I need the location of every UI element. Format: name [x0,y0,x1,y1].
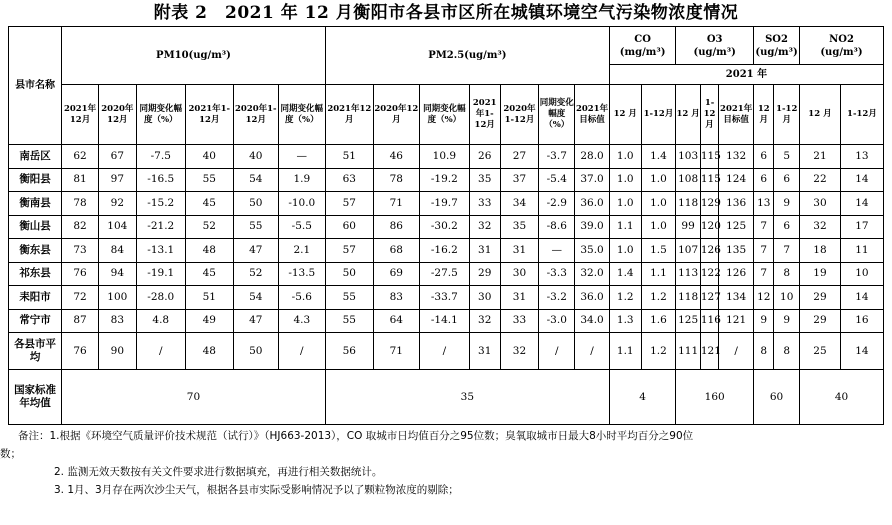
table-cell: 1.1 [609,333,641,370]
table-cell: 22 [800,168,841,192]
table-cell: 46 [373,145,419,169]
table-cell: -2.9 [539,192,575,216]
table-cell: 67 [98,145,136,169]
table-cell: 94 [98,262,136,286]
table-cell: 47 [233,309,278,333]
table-cell: 126 [719,262,754,286]
so2-sub: 12月 [754,85,774,145]
table-cell: 55 [233,215,278,239]
table-cell: 50 [233,333,278,370]
table-cell: 35 [500,215,539,239]
table-cell: 97 [98,168,136,192]
table-cell: 90 [98,333,136,370]
table-cell: 30 [469,286,500,310]
table-cell: 56 [325,333,373,370]
table-cell: 7 [774,239,800,263]
table-cell: 21 [800,145,841,169]
table-cell: 7 [754,262,774,286]
table-cell: 129 [700,192,718,216]
table-cell: 116 [700,309,718,333]
table-cell: 55 [325,286,373,310]
table-cell: 29 [469,262,500,286]
table-cell: 35.0 [575,239,610,263]
table-cell: 40 [233,145,278,169]
row-county-name: 南岳区 [9,145,62,169]
so2-label: SO2 [765,33,788,45]
table-cell: 29 [800,286,841,310]
table-row [9,309,884,333]
o3-sub: 2021年目标值 [719,85,754,145]
table-cell: — [539,239,575,263]
pm10-sub: 同期变化幅度（%） [136,85,185,145]
table-cell: 87 [62,309,99,333]
table-cell: -3.7 [539,145,575,169]
pm10-sub: 2020年1-12月 [233,85,278,145]
table-cell: 8 [774,262,800,286]
table-cell: 1.0 [609,145,641,169]
table-cell: -16.5 [136,168,185,192]
table-cell: 31 [500,286,539,310]
table-cell: 1.2 [641,286,676,310]
table-cell: — [278,145,325,169]
table-cell: 135 [719,239,754,263]
table-cell: / [575,333,610,370]
note-line: 3. 1月、3月存在两次沙尘天气，根据各县市实际受影响情况予以了颗粒物浓度的剔除； [54,484,459,496]
table-cell: 32 [500,333,539,370]
table-cell: 2.1 [278,239,325,263]
table-cell: 6 [774,215,800,239]
table-cell: 107 [676,239,701,263]
table-cell: 6 [754,145,774,169]
table-cell: -27.5 [419,262,469,286]
table-cell: 81 [62,168,99,192]
table-row [9,286,884,310]
table-cell: 54 [233,286,278,310]
table-cell: 103 [676,145,701,169]
table-cell: 64 [373,309,419,333]
row-county-name: 耒阳市 [9,286,62,310]
table-row-standard [9,370,884,425]
o3-sub: 1-12月 [700,85,718,145]
table-cell: 78 [62,192,99,216]
table-cell: 14 [840,286,883,310]
header-county: 县市名称 [9,27,62,145]
table-cell: 47 [233,239,278,263]
table-cell: 37.0 [575,168,610,192]
table-cell: / [419,333,469,370]
table-cell: / [539,333,575,370]
o3-unit: (ug/m³) [693,46,736,58]
table-cell: -33.7 [419,286,469,310]
table-cell: 11 [840,239,883,263]
table-cell: 84 [98,239,136,263]
table-cell: -14.1 [419,309,469,333]
table-cell: 16 [840,309,883,333]
table-cell: 113 [676,262,701,286]
table-cell: 52 [233,262,278,286]
table-cell: 1.4 [641,145,676,169]
row-county-name: 衡山县 [9,215,62,239]
table-cell: 6 [774,168,800,192]
row-county-name: 祁东县 [9,262,62,286]
table-cell: / [136,333,185,370]
table-cell: 13 [754,192,774,216]
table-cell: 40 [185,145,233,169]
pm10-sub: 2021年12月 [62,85,99,145]
table-cell: 60 [325,215,373,239]
table-cell: 52 [185,215,233,239]
row-county-name: 衡东县 [9,239,62,263]
table-cell: -16.2 [419,239,469,263]
table-cell: 32.0 [575,262,610,286]
table-cell: -5.5 [278,215,325,239]
table-cell: 1.0 [641,215,676,239]
no2-sub: 1-12月 [840,85,883,145]
table-cell: 9 [774,309,800,333]
table-cell: 1.0 [609,168,641,192]
note-line: 备注：1.根据《环境空气质量评价技术规范（试行）》（HJ663-2013），CO 取城市日均值百分之95位数；臭氧取城市日最大8小时平均百分之90位 [18,430,694,442]
table-cell: 72 [62,286,99,310]
table-cell: -8.6 [539,215,575,239]
table-cell: 78 [373,168,419,192]
table-cell: 10 [774,286,800,310]
table-cell: 104 [98,215,136,239]
table-cell: 51 [325,145,373,169]
table-cell: -5.4 [539,168,575,192]
table-cell: 100 [98,286,136,310]
table-cell: 118 [676,286,701,310]
pm10-sub: 2020年12月 [98,85,136,145]
table-cell: 124 [719,168,754,192]
std-co: 4 [609,370,675,425]
table-cell: -3.3 [539,262,575,286]
std-o3: 160 [676,370,754,425]
table-cell: -15.2 [136,192,185,216]
table-cell: 34 [500,192,539,216]
row-county-name: 衡阳县 [9,168,62,192]
table-cell: 1.4 [609,262,641,286]
table-cell: 1.5 [641,239,676,263]
table-cell: 57 [325,192,373,216]
table-cell: -3.0 [539,309,575,333]
table-cell: 13 [840,145,883,169]
co-sub: 12 月 [609,85,641,145]
table-cell: 71 [373,192,419,216]
table-cell: 134 [719,286,754,310]
table-cell: 118 [676,192,701,216]
row-county-name: 常宁市 [9,309,62,333]
table-cell: 1.2 [641,333,676,370]
table-cell: 7 [754,239,774,263]
table-cell: 8 [774,333,800,370]
table-cell: 31 [500,239,539,263]
table-cell: 1.2 [609,286,641,310]
std-name: 国家标准年均值 [9,370,62,425]
table-cell: -3.2 [539,286,575,310]
header-year-2021: 2021 年 [609,65,883,85]
table-cell: 127 [700,286,718,310]
row-county-name: 各县市平均 [9,333,62,370]
table-cell: 71 [373,333,419,370]
table-cell: 14 [840,192,883,216]
table-row [9,262,884,286]
table-row [9,239,884,263]
table-cell: 76 [62,262,99,286]
table-cell: 121 [700,333,718,370]
table-cell: 26 [469,145,500,169]
table-cell: 92 [98,192,136,216]
pm10-sub: 2021年1-12月 [185,85,233,145]
table-cell: 51 [185,286,233,310]
row-county-name: 衡南县 [9,192,62,216]
table-cell: 34.0 [575,309,610,333]
table-row [9,192,884,216]
table-cell: 48 [185,333,233,370]
table-cell: 8 [754,333,774,370]
std-so2: 60 [754,370,800,425]
header-so2 [754,27,800,65]
table-cell: 33 [500,309,539,333]
page-title: 附表 2 2021 年 12 月衡阳市各县市区所在城镇环境空气污染物浓度情况 [153,3,739,23]
table-cell: 63 [325,168,373,192]
table-cell: 10 [840,262,883,286]
table-cell: 125 [719,215,754,239]
table-cell: -19.2 [419,168,469,192]
no2-unit: (ug/m³) [820,46,863,58]
table-cell: 19 [800,262,841,286]
table-cell: -19.7 [419,192,469,216]
table-cell: 120 [700,215,718,239]
table-cell: 68 [373,239,419,263]
std-no2: 40 [800,370,884,425]
table-cell: 32 [469,309,500,333]
header-no2 [800,27,884,65]
table-cell: -10.0 [278,192,325,216]
table-row [9,333,884,370]
pm25-sub: 同期变化幅度（%） [419,85,469,145]
table-cell: 33 [469,192,500,216]
table-cell: -28.0 [136,286,185,310]
table-cell: 4.3 [278,309,325,333]
table-cell: 10.9 [419,145,469,169]
so2-unit: (ug/m³) [755,46,798,58]
table-cell: 45 [185,262,233,286]
table-cell: 132 [719,145,754,169]
table-cell: 50 [325,262,373,286]
pm25-sub: 2021年12月 [325,85,373,145]
table-cell: 136 [719,192,754,216]
table-cell: 86 [373,215,419,239]
pm25-sub: 2020年1-12月 [500,85,539,145]
table-cell: 55 [185,168,233,192]
pm10-sub: 同期变化幅度（%） [278,85,325,145]
table-cell: -13.1 [136,239,185,263]
table-cell: 1.0 [641,192,676,216]
table-cell: 27 [500,145,539,169]
table-cell: 55 [325,309,373,333]
table-cell: 30 [500,262,539,286]
table-cell: 108 [676,168,701,192]
table-cell: -13.5 [278,262,325,286]
table-cell: 4.8 [136,309,185,333]
table-cell: 29 [800,309,841,333]
table-cell: 73 [62,239,99,263]
table-cell: 125 [676,309,701,333]
table-cell: 126 [700,239,718,263]
table-cell: -30.2 [419,215,469,239]
table-cell: 32 [469,215,500,239]
pm25-sub: 2021年目标值 [575,85,610,145]
table-cell: 37 [500,168,539,192]
table-cell: 14 [840,333,883,370]
table-cell: 36.0 [575,192,610,216]
table-cell: 45 [185,192,233,216]
header-o3 [676,27,754,65]
table-cell: 39.0 [575,215,610,239]
o3-sub: 12 月 [676,85,701,145]
table-cell: 17 [840,215,883,239]
table-cell: 18 [800,239,841,263]
table-cell: 9 [754,309,774,333]
table-cell: 28.0 [575,145,610,169]
table-row [9,168,884,192]
co-unit: (mg/m³) [619,46,666,58]
table-cell: 32 [800,215,841,239]
table-cell: 121 [719,309,754,333]
pm25-sub: 2021年1-12月 [469,85,500,145]
table-cell: 1.9 [278,168,325,192]
table-cell: 83 [373,286,419,310]
note-line: 数； [0,448,21,460]
no2-sub: 12 月 [800,85,841,145]
header-co [609,27,675,65]
header-pm25: PM2.5(ug/m³) [325,27,609,85]
table-cell: 25 [800,333,841,370]
table-cell: 36.0 [575,286,610,310]
pm25-sub: 同期变化幅度（%） [539,85,575,145]
table-cell: 50 [233,192,278,216]
so2-sub: 1-12月 [774,85,800,145]
table-cell: 7 [754,215,774,239]
table-cell: 1.0 [609,192,641,216]
table-cell: 12 [754,286,774,310]
table-cell: 76 [62,333,99,370]
table-cell: -5.6 [278,286,325,310]
co-label: CO [634,33,651,45]
table-cell: 5 [774,145,800,169]
pm25-sub: 2020年12月 [373,85,419,145]
table-cell: -7.5 [136,145,185,169]
table-row [9,145,884,169]
note-line: 2. 监测无效天数按有关文件要求进行数据填充，再进行相关数据统计。 [54,466,383,478]
table-cell: 48 [185,239,233,263]
table-cell: 54 [233,168,278,192]
table-cell: 57 [325,239,373,263]
table-cell: 49 [185,309,233,333]
table-cell: 14 [840,168,883,192]
table-cell: / [719,333,754,370]
table-cell: 1.6 [641,309,676,333]
table-cell: 31 [469,239,500,263]
table-cell: 30 [800,192,841,216]
table-cell: 9 [774,192,800,216]
table-cell: 82 [62,215,99,239]
o3-label: O3 [706,33,723,45]
air-quality-table [8,26,884,425]
table-cell: 1.1 [641,262,676,286]
std-pm10: 70 [62,370,326,425]
table-cell: 115 [700,168,718,192]
table-cell: 31 [469,333,500,370]
table-row [9,215,884,239]
table-cell: 115 [700,145,718,169]
table-cell: 83 [98,309,136,333]
table-cell: / [278,333,325,370]
table-cell: 1.1 [609,215,641,239]
table-cell: 69 [373,262,419,286]
table-cell: -21.2 [136,215,185,239]
table-cell: 62 [62,145,99,169]
table-cell: 1.0 [609,239,641,263]
no2-label: NO2 [829,33,854,45]
std-pm25: 35 [325,370,609,425]
table-cell: 122 [700,262,718,286]
table-cell: -19.1 [136,262,185,286]
header-pm10: PM10(ug/m³) [62,27,326,85]
table-cell: 99 [676,215,701,239]
table-cell: 1.3 [609,309,641,333]
table-cell: 35 [469,168,500,192]
table-cell: 111 [676,333,701,370]
table-cell: 1.0 [641,168,676,192]
table-cell: 6 [754,168,774,192]
co-sub: 1-12月 [641,85,676,145]
notes [0,427,892,499]
